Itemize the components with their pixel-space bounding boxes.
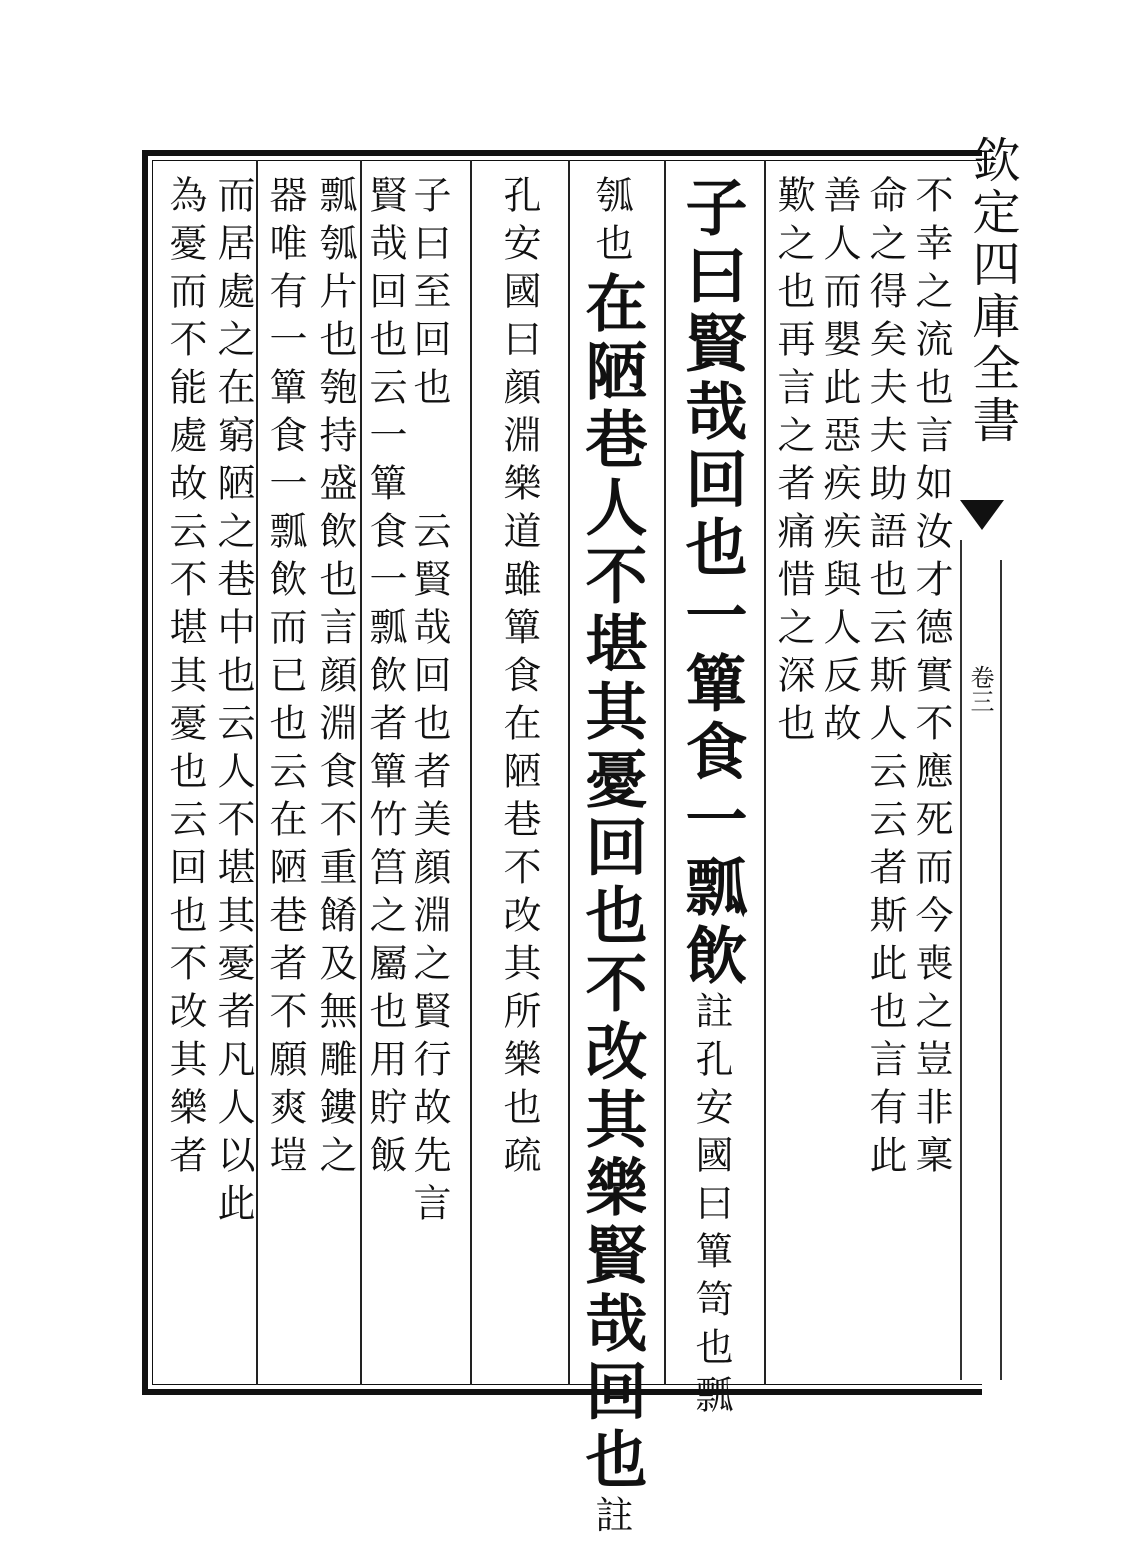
margin-rule	[1000, 560, 1002, 1380]
commentary-text: 瓠也	[589, 175, 633, 271]
column-rule	[568, 160, 570, 1385]
fishtail-mark	[960, 500, 1004, 530]
column-rule	[360, 160, 362, 1385]
main-text-column	[675, 175, 748, 1423]
juan-label: 卷三	[966, 665, 994, 713]
text-column: 歎之也再言之者痛惜之深也	[771, 175, 815, 751]
text-column: 善人而嬰此惡疾疾與人反故	[817, 175, 861, 751]
column-rule	[470, 160, 472, 1385]
commentary-text: 註	[589, 1495, 633, 1543]
text-column: 子曰至回也 云賢哉回也者美顔淵之賢行故先言	[407, 175, 451, 1231]
text-column: 器唯有一簞食一瓢飲而已也云在陋巷者不願爽塏	[263, 175, 307, 1183]
text-column: 而居處之在窮陋之巷中也云人不堪其憂者凡人以此	[211, 175, 255, 1231]
commentary-text: 註孔安國曰簞笥也瓢	[689, 991, 733, 1423]
text-column: 賢哉回也云一簞食一瓢飲者簞竹筥之屬也用貯飯	[363, 175, 407, 1183]
text-column: 不幸之流也言如汝才德實不應死而今喪之豈非稟	[909, 175, 953, 1183]
classic-text: 在陋巷人不堪其憂回也不改其樂賢哉回也	[575, 271, 648, 1495]
column-rule	[664, 160, 666, 1385]
text-column: 孔安國曰顔淵樂道雖簞食在陋巷不改其所樂也疏	[497, 175, 541, 1183]
text-column: 瓢瓠片也匏持盛飲也言顔淵食不重餚及無雕鏤之	[313, 175, 357, 1183]
text-column: 為憂而不能處故云不堪其憂也云回也不改其樂者	[163, 175, 207, 1183]
column-rule	[256, 160, 258, 1385]
classic-text: 子曰賢哉回也一簞食一瓢飲	[675, 175, 748, 991]
margin-rule	[960, 540, 962, 1380]
book-title: 欽定四庫全書	[964, 135, 1020, 447]
text-column: 命之得矣夫夫助語也云斯人云云者斯此也言有此	[863, 175, 907, 1183]
main-text-column	[575, 175, 648, 1543]
column-rule	[764, 160, 766, 1385]
